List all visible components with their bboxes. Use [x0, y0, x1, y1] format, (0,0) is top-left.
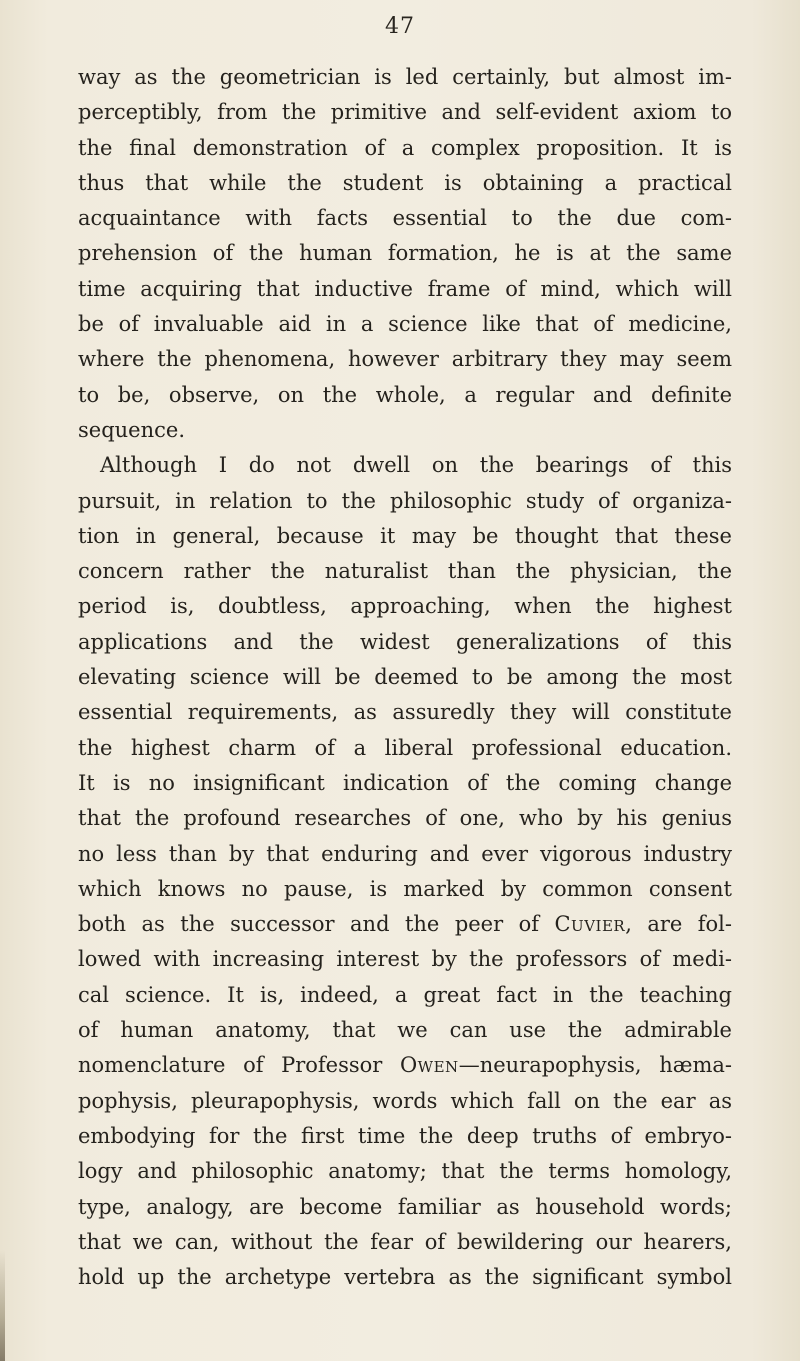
text-line: period is, doubtless, approaching, when the highest	[78, 594, 732, 619]
text-line: perceptibly, from the primitive and self-evident axiom to	[78, 100, 732, 125]
text-line: essential requirements, as assuredly they will constitute	[78, 700, 732, 725]
text-line: which knows no pause, is marked by common consent	[78, 876, 732, 901]
page-edge-shadow	[0, 1250, 5, 1361]
text-line: the final demonstration of a complex proposition. It is	[78, 135, 732, 160]
text-line: embodying for the first time the deep truths of embryo-	[78, 1123, 732, 1148]
name-owen: Owen	[399, 1053, 459, 1078]
text-line: lowed with increasing interest by the professors of medi-	[78, 947, 732, 972]
name-cuvier: Cuvier	[554, 912, 626, 937]
text-line: where the phenomena, however arbitrary they may seem	[78, 347, 732, 372]
text-segment: nomenclature of Professor	[78, 1053, 400, 1078]
text-line: be of invaluable aid in a science like that of medicine,	[78, 312, 732, 337]
text-segment: both as the successor and the peer of	[78, 912, 555, 937]
text-line-owen	[78, 1048, 732, 1083]
text-line: concern rather the naturalist than the physician, the	[78, 559, 732, 584]
text-line: prehension of the human formation, he is at the same	[78, 241, 732, 266]
text-line: tion in general, because it may be thought that these	[78, 523, 732, 548]
text-line-cuvier	[78, 907, 732, 942]
text-line: pursuit, in relation to the philosophic study of organiza-	[78, 488, 732, 513]
text-line: that the profound researches of one, who by his genius	[78, 806, 732, 831]
text-line: time acquiring that inductive frame of mind, which will	[78, 276, 732, 301]
text-segment: , are fol-	[625, 912, 732, 937]
text-line: sequence.	[78, 417, 185, 442]
page-number: 47	[385, 14, 415, 39]
text-line: no less than by that enduring and ever vigorous industry	[78, 841, 732, 866]
body-text	[78, 60, 732, 1295]
text-line: thus that while the student is obtaining a practical	[78, 170, 732, 195]
text-line: to be, observe, on the whole, a regular and definite	[78, 382, 732, 407]
text-line: of human anatomy, that we can use the admirable	[78, 1018, 732, 1043]
text-line: the highest charm of a liberal professional education.	[78, 735, 732, 760]
text-line: hold up the archetype vertebra as the significant symbol	[78, 1265, 732, 1290]
text-line: Although I do not dwell on the bearings of this	[100, 453, 732, 478]
text-line: type, analogy, are become familiar as household words;	[78, 1194, 732, 1219]
text-line: cal science. It is, indeed, a great fact in the teaching	[78, 982, 732, 1007]
text-line: pophysis, pleurapophysis, words which fall on the ear as	[78, 1088, 732, 1113]
text-line: that we can, without the fear of bewildering our hearers,	[78, 1229, 732, 1254]
text-line: It is no insignificant indication of the coming change	[78, 770, 732, 795]
text-segment: —neurapophysis, hæma-	[458, 1053, 732, 1078]
text-line: applications and the widest generalizations of this	[78, 629, 732, 654]
text-line: logy and philosophic anatomy; that the terms homology,	[78, 1159, 732, 1184]
text-line: elevating science will be deemed to be among the most	[78, 665, 732, 690]
text-line: way as the geometrician is led certainly, but almost im-	[78, 65, 732, 89]
text-line: acquaintance with facts essential to the due com-	[78, 206, 732, 231]
